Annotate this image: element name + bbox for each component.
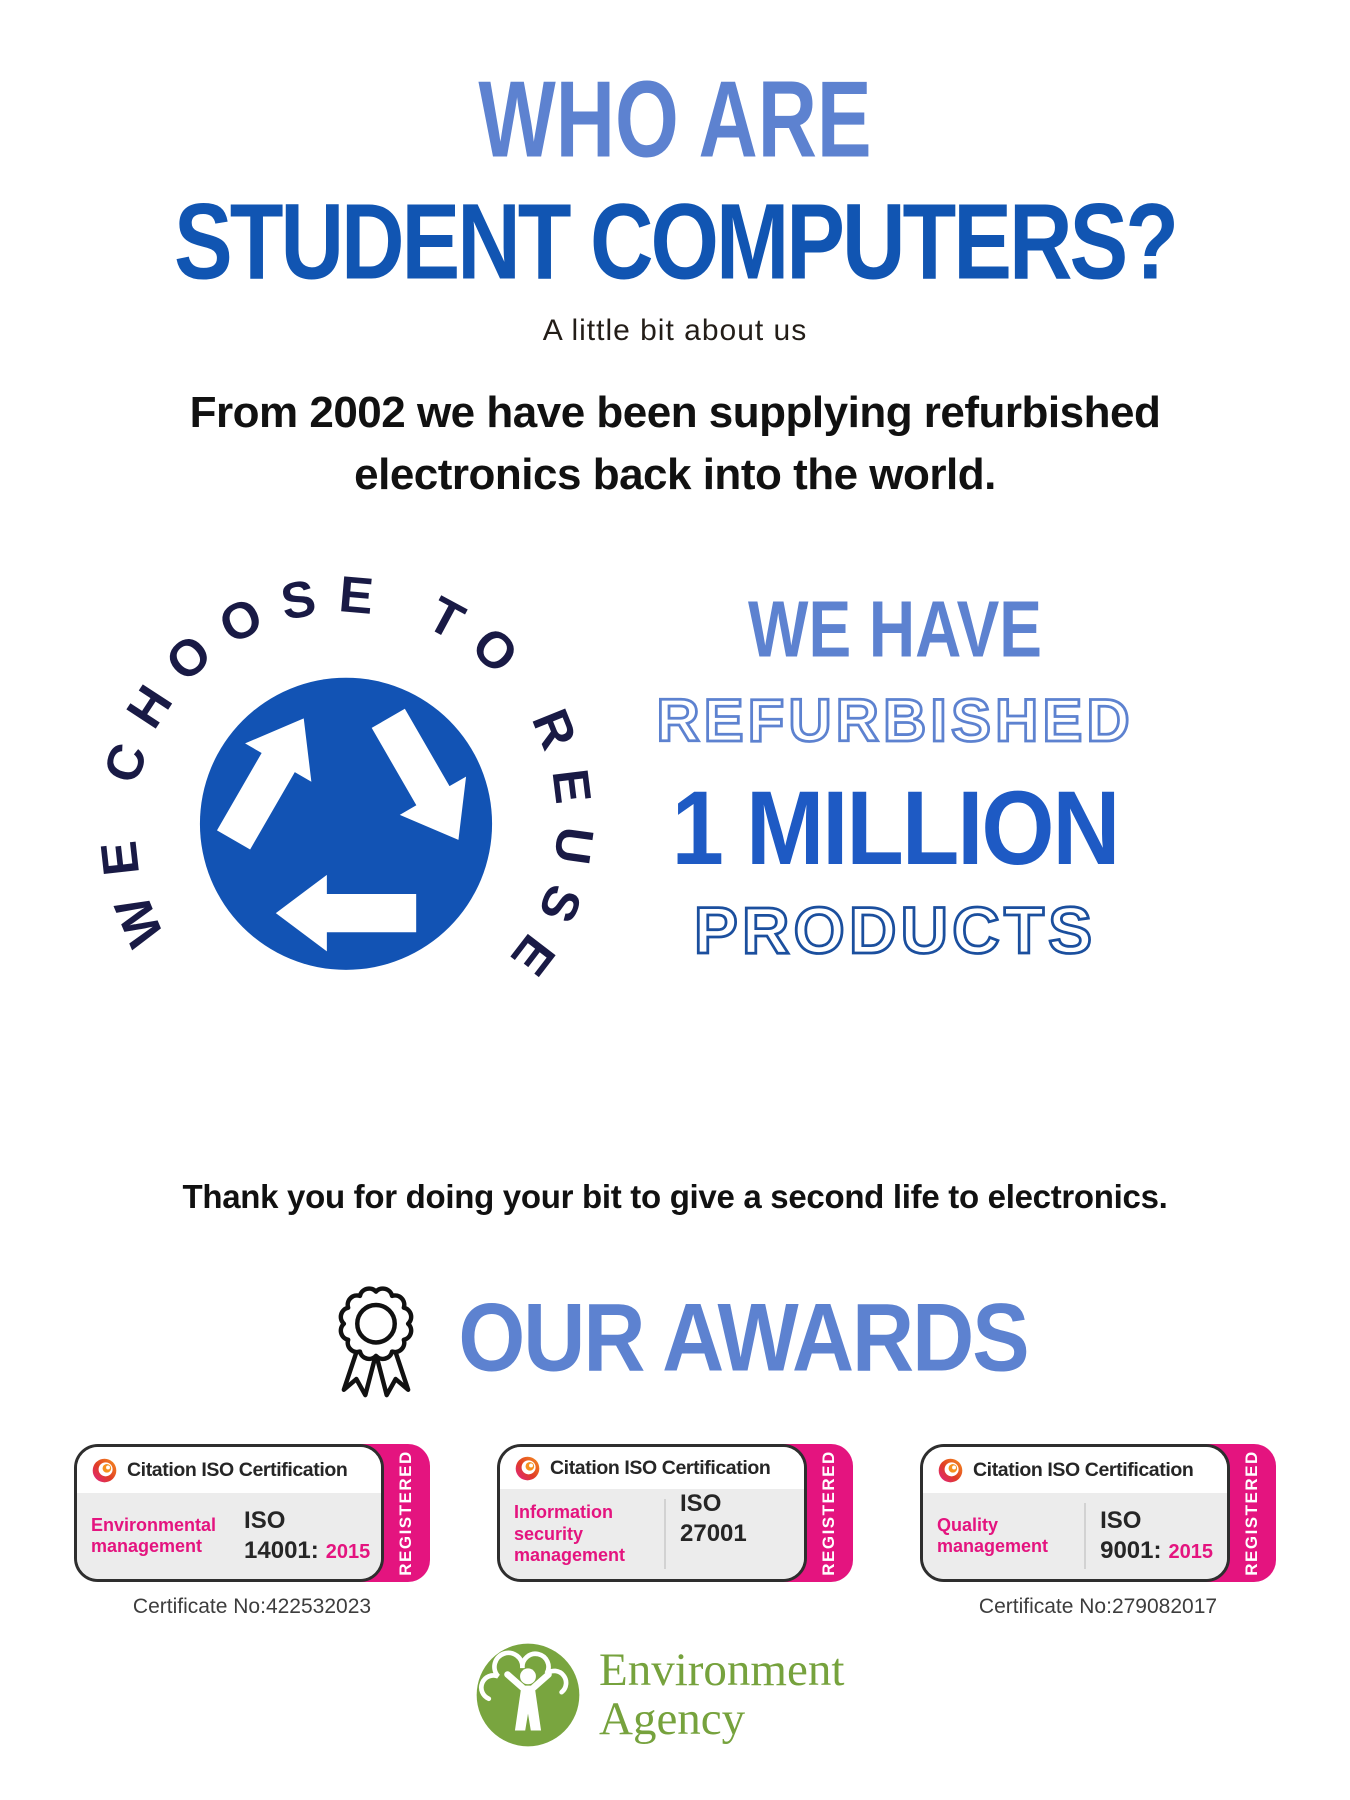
- iso-card: [920, 1444, 1230, 1582]
- we-choose-to-reuse-emblem: [82, 529, 610, 1092]
- subtitle: A little bit about us: [542, 314, 808, 347]
- brand-label: Citation ISO Certification: [550, 1456, 771, 1479]
- certificate-number: Certificate No:279082017: [978, 1595, 1218, 1619]
- title-line-2: STUDENT COMPUTERS?: [174, 181, 1176, 302]
- environment-agency-name: [599, 1646, 844, 1744]
- iso-standard-line2: [680, 1549, 790, 1579]
- category-label: Quality management: [937, 1514, 1049, 1557]
- registered-label: REGISTERED: [1242, 1450, 1261, 1576]
- iso-standard: [680, 1489, 790, 1579]
- reuse-arc-text: WE CHOOSE TO REUSE: [87, 565, 605, 1002]
- divider: [664, 1499, 666, 1569]
- recycle-icon: [82, 529, 610, 1092]
- brand-label: Citation ISO Certification: [973, 1458, 1194, 1481]
- thanks-paragraph: Thank you for doing your bit to give a second life to electronics.: [182, 1178, 1168, 1216]
- title-line-1: WHO ARE: [478, 60, 872, 181]
- stat-we-have: WE HAVE: [748, 583, 1042, 674]
- iso-card: [74, 1444, 384, 1582]
- middle-band: [0, 529, 1350, 1092]
- iso-year: 2015: [325, 1541, 371, 1564]
- certificate-number: Certificate No:422532023: [132, 1595, 372, 1619]
- iso-standard-line2: 14001: 2015: [244, 1537, 371, 1565]
- awards-title: OUR AWARDS: [458, 1284, 1028, 1392]
- iso-year: 2015: [1168, 1541, 1213, 1564]
- stat-products: PRODUCTS: [693, 892, 1097, 967]
- iso-standard-line1: ISO: [1100, 1507, 1142, 1535]
- award-ribbon-icon: [322, 1272, 430, 1404]
- environment-agency-tree-icon: [472, 1639, 584, 1751]
- iso-standard-line2: 9001: 2015: [1100, 1537, 1213, 1565]
- iso-badge-information-security: [497, 1444, 853, 1619]
- category-label: Information security management: [514, 1502, 626, 1565]
- stats-block: [610, 581, 1350, 971]
- iso-standard: [1100, 1506, 1213, 1566]
- environment-agency-name-line1: Environment: [599, 1644, 845, 1697]
- registered-label: REGISTERED: [819, 1450, 838, 1576]
- iso-standard-line1: ISO 27001: [680, 1490, 747, 1548]
- stat-refurbished: REFURBISHED: [656, 686, 1134, 754]
- brand-label: Citation ISO Certification: [127, 1458, 348, 1481]
- environment-agency-name-line2: Agency: [599, 1693, 746, 1746]
- intro-paragraph: From 2002 we have been supplying refurbished electronics back into the world.: [189, 388, 1161, 500]
- category-label: Environmental management: [91, 1514, 217, 1557]
- citation-swirl-icon: [514, 1455, 541, 1482]
- stat-1-million: 1 MILLION: [671, 768, 1119, 887]
- iso-badge-environmental: [74, 1444, 430, 1619]
- divider: [1084, 1503, 1086, 1569]
- iso-badges-row: [74, 1444, 1276, 1619]
- registered-label: REGISTERED: [396, 1450, 415, 1576]
- iso-standard: [244, 1506, 370, 1566]
- iso-badge-quality: [920, 1444, 1276, 1619]
- iso-standard-line1: ISO: [244, 1507, 286, 1535]
- environment-agency-logo: [472, 1639, 1350, 1751]
- iso-card: [497, 1444, 807, 1582]
- awards-header: [0, 1272, 1350, 1404]
- citation-swirl-icon: [91, 1457, 118, 1484]
- citation-swirl-icon: [937, 1457, 964, 1484]
